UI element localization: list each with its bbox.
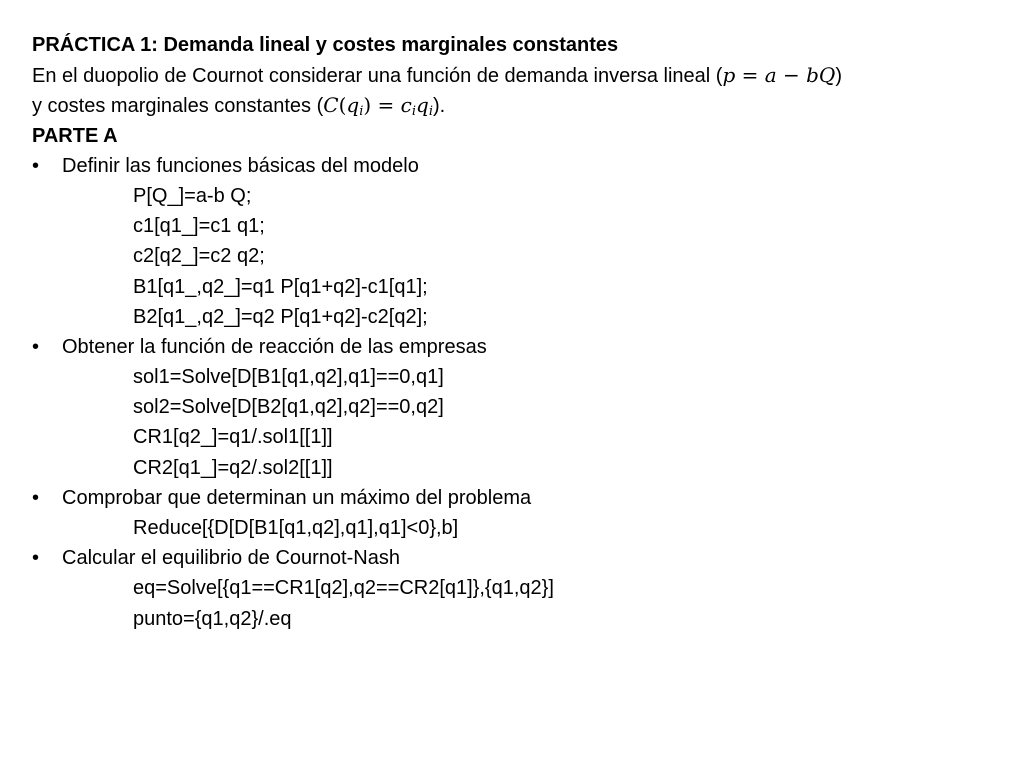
equals-sign: = <box>377 93 395 118</box>
bullet-label: Comprobar que determinan un máximo del problema <box>62 486 532 509</box>
intro-line-2-text: y costes marginales constantes ( <box>32 95 324 118</box>
code-line: sol2=Solve[D[B2[q1,q2],q2]==0,q2] <box>133 396 444 419</box>
code-line: B2[q1_,q2_]=q2 P[q1+q2]-c2[q2]; <box>133 305 428 328</box>
code-line: Reduce[{D[D[B1[q1,q2],q1],q1]<0},b] <box>133 517 459 539</box>
code-line: B1[q1_,q2_]=q1 P[q1+q2]-c1[q1]; <box>133 275 428 298</box>
marginal-cost-subscript: i <box>411 104 417 120</box>
bullet-item <box>32 483 1002 513</box>
bullet-item <box>32 543 1002 573</box>
bullet-label: Definir las funciones básicas del modelo <box>62 154 419 177</box>
bullet-icon: • <box>32 335 40 358</box>
index-subscript: i <box>359 104 364 120</box>
quantity-symbol: q <box>346 93 360 118</box>
bullet-icon: • <box>32 154 40 177</box>
intro-line-2 <box>32 90 1002 120</box>
intro-line-1-text: En el duopolio de Cournot considerar una función de demanda inversa lineal ( <box>32 65 723 88</box>
code-line: CR2[q1_]=q2/.sol2[[1]] <box>133 456 333 479</box>
quantity-subscript-2: i <box>428 104 434 120</box>
code-line: eq=Solve[{q1==CR1[q2],q2==CR2[q1]},{q1,q2}] <box>133 577 554 600</box>
page-title: PRÁCTICA 1: Demanda lineal y costes marginales constantes <box>32 34 619 56</box>
bullet-icon: • <box>32 547 40 570</box>
code-line: punto={q1,q2}/.eq <box>133 607 292 630</box>
intro-line-1-end: ) <box>835 65 842 88</box>
code-line: c2[q2_]=c2 q2; <box>133 245 265 268</box>
code-line: sol1=Solve[D[B1[q1,q2],q1]==0,q1] <box>133 366 444 389</box>
slide-content <box>32 30 1002 634</box>
code-line: CR1[q2_]=q1/.sol1[[1]] <box>133 426 333 449</box>
cost-symbol: C <box>323 93 339 118</box>
bullet-item <box>32 332 1002 362</box>
intro-line-1 <box>32 60 1002 90</box>
intro-line-2-end: ). <box>433 95 446 118</box>
demand-formula: p = a − bQ <box>722 63 836 88</box>
bullet-label: Calcular el equilibrio de Cournot-Nash <box>62 547 400 570</box>
code-line: c1[q1_]=c1 q1; <box>133 215 265 238</box>
code-line: P[Q_]=a-b Q; <box>133 184 252 207</box>
bullet-icon: • <box>32 486 40 509</box>
part-a-heading: PARTE A <box>32 124 118 147</box>
bullet-item <box>32 151 1002 181</box>
quantity-symbol-2: q <box>416 93 429 118</box>
bullet-label: Obtener la función de reacción de las empresas <box>62 335 487 358</box>
marginal-cost-symbol: c <box>400 93 412 118</box>
cost-formula: $C(q_i) = c_iq_i$ <box>323 93 434 120</box>
